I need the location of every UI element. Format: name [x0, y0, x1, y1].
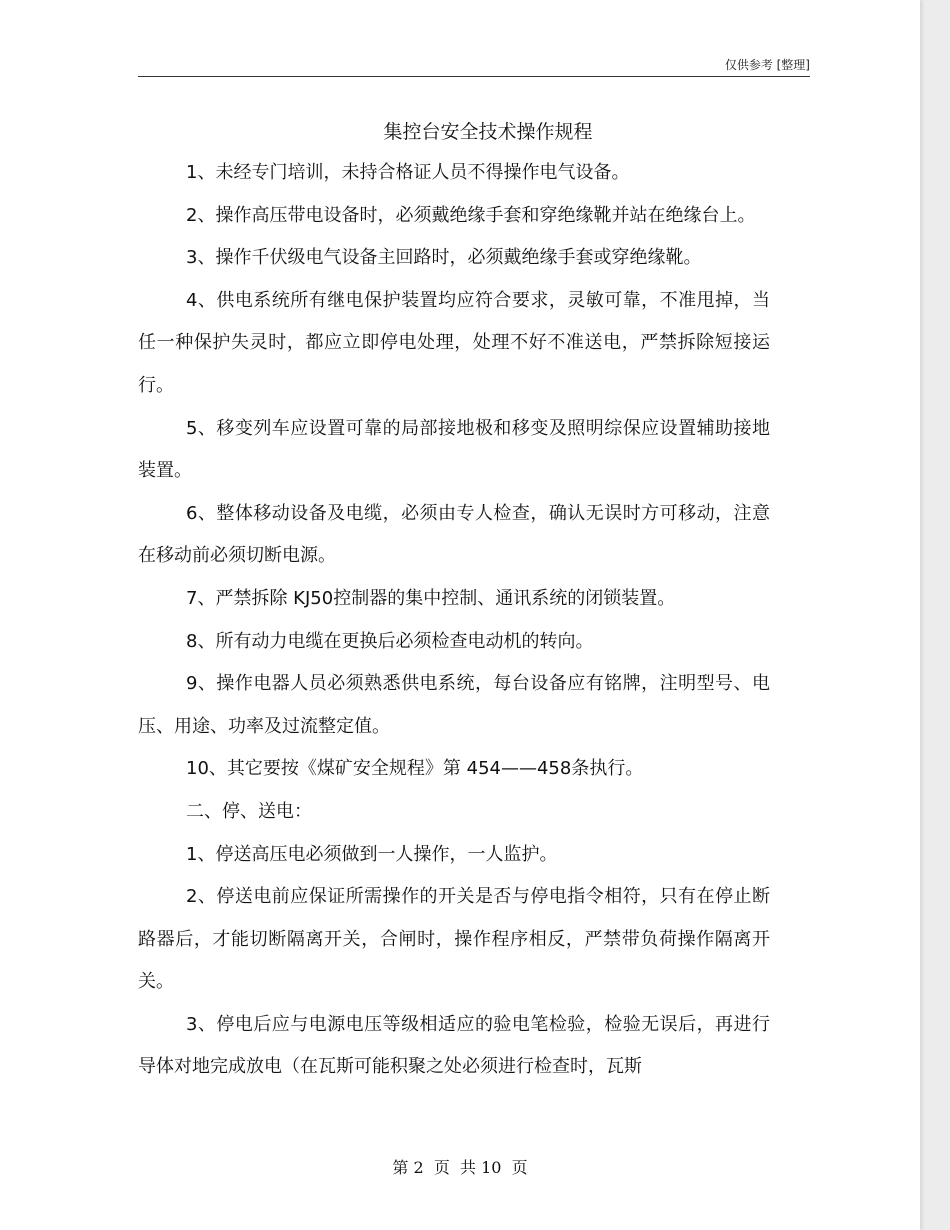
paragraph: 8、所有动力电缆在更换后必须检查电动机的转向。: [186, 630, 594, 652]
paragraph: 3、操作千伏级电气设备主回路时，必须戴绝缘手套或穿绝缘靴。: [186, 247, 702, 269]
paragraph: 6、整体移动设备及电缆，必须由专人检查，确认无误时方可移动，注意在移动前必须切断电源。: [138, 502, 770, 567]
page-number-label: 第 2 页 共 10 页: [392, 1158, 528, 1177]
paragraph: 5、移变列车应设置可靠的局部接地极和移变及照明综保应设置辅助接地装置。: [138, 417, 770, 482]
header-divider: [138, 76, 810, 77]
paragraph: 7、严禁拆除 KJ50控制器的集中控制、通讯系统的闭锁装置。: [186, 587, 676, 609]
paragraph: 3、停电后应与电源电压等级相适应的验电笔检验，检验无误后，再进行导体对地完成放电（在瓦斯可能积聚之处必须进行检查时，瓦斯: [138, 1013, 770, 1078]
paragraph: 1、未经专门培训，未持合格证人员不得操作电气设备。: [186, 162, 630, 183]
section-heading: 二、停、送电：: [186, 800, 312, 822]
paragraph: 9、操作电器人员必须熟悉供电系统，每台设备应有铭牌，注明型号、电压、用途、功率及过流整定值。: [138, 673, 770, 737]
paragraph: 1、停送高压电必须做到一人操作，一人监护。: [186, 843, 558, 865]
paragraph: 2、停送电前应保证所需操作的开关是否与停电指令相符，只有在停止断路器后，才能切断隔离开关，合闸时，操作程序相反，严禁带负荷操作隔离开关。: [138, 886, 770, 993]
paragraph: 4、供电系统所有继电保护装置均应符合要求，灵敏可靠，不准甩掉，当任一种保护失灵时，都应立即停电处理，处理不好不准送电，严禁拆除短接运行。: [138, 289, 770, 396]
page-footer: [0, 1155, 920, 1178]
paragraph: 2、操作高压带电设备时，必须戴绝缘手套和穿绝缘靴并站在绝缘台上。: [186, 204, 756, 226]
document-body: [138, 152, 770, 1089]
document-title: 集控台安全技术操作规程: [383, 121, 593, 143]
header-reference-tag: 仅供参考 [整理]: [724, 58, 810, 72]
paragraph: 10、其它要按《煤矿安全规程》第 454——458条执行。: [186, 758, 644, 780]
